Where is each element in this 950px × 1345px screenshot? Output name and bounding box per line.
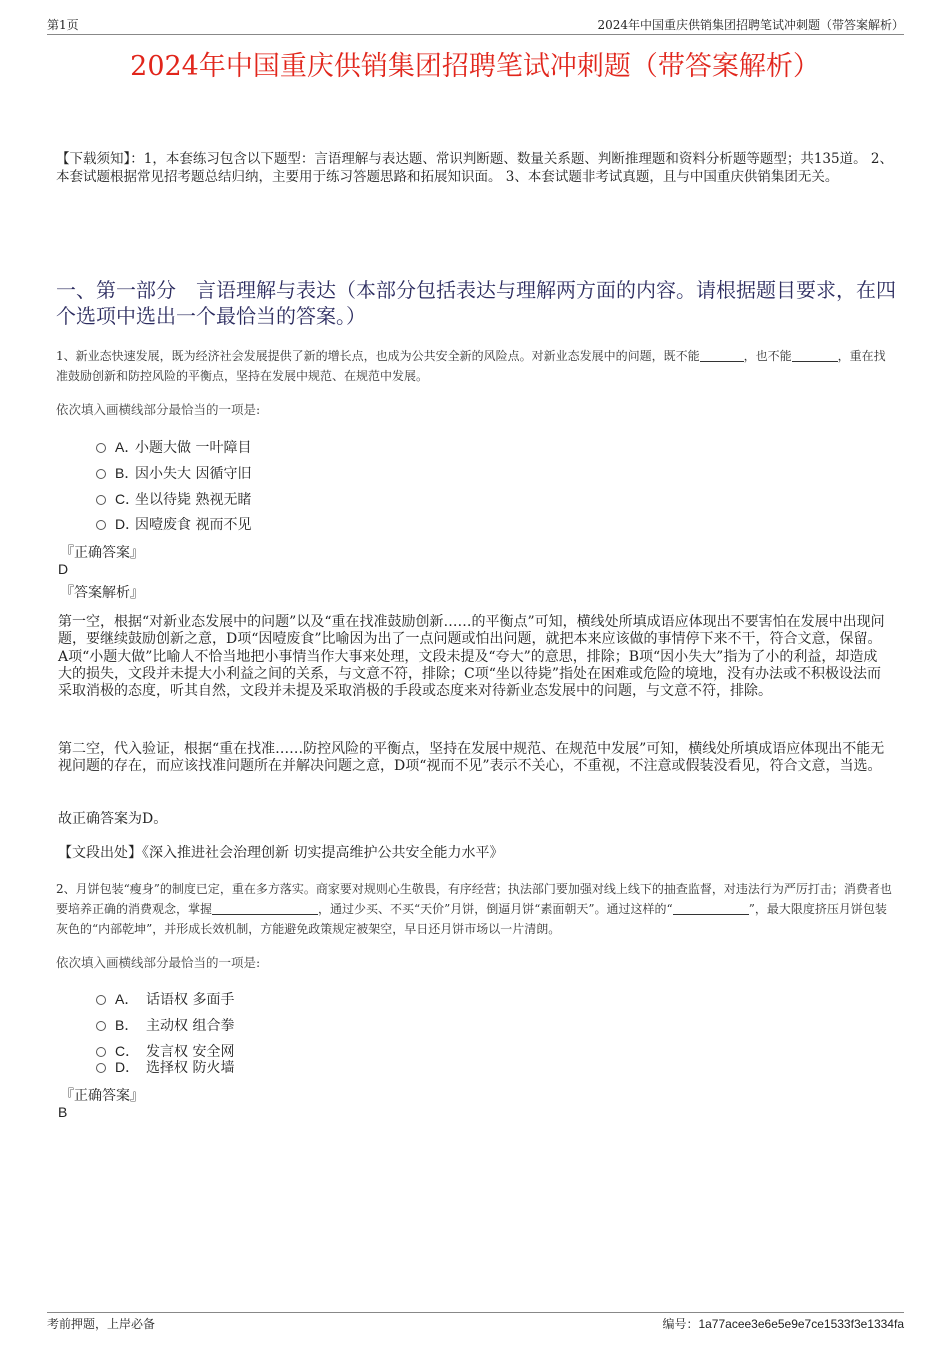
radio-button[interactable] (96, 1021, 106, 1031)
q1-analysis-paragraph-2: 第二空，代入验证，根据“重在找准……防控风险的平衡点，坚持在发展中规范、在规范中发展”可知，横线处所填成语应体现出不能无视问题的存在，而应该找准问题所在并解决问题之意，D项“视而不见”表示不关心，不重视，不注意或假装没看见，符合文意，当选。 (58, 741, 885, 775)
q2-option-b[interactable]: B． 主动权 组合拳 (96, 1015, 234, 1035)
download-notice: 【下载须知】：1，本套练习包含以下题型：言语理解与表达题、常识判断题、数量关系题、判断推理题和资料分析题等题型；共135道。 2、本套试题根据常见招考题总结归纳，主要用于练习答题思路和拓展知识面。 3、本套试题非考试真题，且与中国重庆供销集团无关。 (56, 151, 893, 185)
q1-option-b[interactable]: B．因小失大 因循守旧 (96, 463, 251, 483)
q1-option-a[interactable]: A．小题大做 一叶障目 (96, 437, 251, 457)
question-2-prompt: 依次填入画横线部分最恰当的一项是: (56, 955, 261, 970)
question-1-stem: 1、新业态快速发展，既为经济社会发展提供了新的增长点，也成为公共安全新的风险点。对新业态发展中的问题，既不能 ，也不能 ，重在找准鼓励创新和防控风险的平衡点，坚持在发展中规范、在规范中发展。 (56, 349, 886, 383)
question-2-stem: 2、月饼包装“瘦身”的制度已定，重在多方落实。商家要对规则心生敬畏，有序经营；执法部门要加强对线上线下的抽查监督，对违法行为严厉打击；消费者也要培养正确的消费观念，掌握 ，通过少买、不买“天价”月饼，倒逼月饼“素面朝天”。通过这样的“ ”，最大限度挤压月饼包装灰色的“内部乾坤”，并形成长效机制，方能避免政策规定被架空，早日还月饼市场以一片清朗。 (56, 882, 892, 936)
q1-answer-label: 『正确答案』 (60, 545, 144, 561)
q1-option-c[interactable]: C．坐以待毙 熟视无睹 (96, 489, 251, 509)
q1-conclusion: 故正确答案为D。 (58, 811, 168, 827)
fill-blank (792, 349, 838, 362)
footer-code: 编号：1a77acee3e6e5e9e7ce1533f3e1334fa (662, 1317, 904, 1331)
page-number: 第1页 (47, 18, 79, 32)
radio-button[interactable] (96, 520, 106, 530)
fill-blank (673, 902, 749, 915)
section-heading: 一、第一部分 言语理解与表达（本部分包括表达与理解两方面的内容。请根据题目要求，在四个选项中选出一个最恰当的答案。） (56, 278, 896, 328)
radio-button[interactable] (96, 443, 106, 453)
q2-answer-label: 『正确答案』 (60, 1088, 144, 1104)
header-doc-title: 2024年中国重庆供销集团招聘笔试冲刺题（带答案解析） (597, 18, 904, 32)
q2-option-d[interactable]: D． 选择权 防火墙 (96, 1057, 234, 1077)
q1-analysis-label: 『答案解析』 (60, 585, 144, 601)
radio-button[interactable] (96, 1063, 106, 1073)
document-title: 2024年中国重庆供销集团招聘笔试冲刺题（带答案解析） (130, 51, 820, 82)
page-header (47, 14, 904, 35)
radio-button[interactable] (96, 495, 106, 505)
q1-source: 【文段出处】《深入推进社会治理创新 切实提高维护公共安全能力水平》 (58, 845, 504, 861)
fill-blank (212, 902, 318, 915)
radio-button[interactable] (96, 469, 106, 479)
q2-option-c[interactable]: C． 发言权 安全网 (96, 1041, 234, 1061)
q1-answer: D (58, 561, 69, 577)
radio-button[interactable] (96, 995, 106, 1005)
q2-option-a[interactable]: A． 话语权 多面手 (96, 989, 234, 1009)
radio-button[interactable] (96, 1047, 106, 1057)
page-footer (47, 1312, 904, 1331)
fill-blank (700, 349, 744, 362)
q2-answer: B (58, 1104, 68, 1120)
footer-slogan: 考前押题，上岸必备 (47, 1317, 156, 1331)
q1-analysis-paragraph-1: 第一空，根据“对新业态发展中的问题”以及“重在找准鼓励创新……的平衡点”可知，横线处所填成语应体现出不要害怕在发展中出现问题，要继续鼓励创新之意，D项“因噎废食”比喻因为出了一点问题或怕出问题，就把本来应该做的事情停下来不干，符合文意，保留。A项“小题大做”比喻人不恰当地把小事情当作大事来处理，文段未提及“夸大”的意思，排除；B项“因小失大”指为了小的利益，却造成大的损失，文段并未提大小利益之间的关系，与文意不符，排除；C项“坐以待毙”指处在困难或危险的境地，没有办法或不积极设法而采取消极的态度，听其自然，文段并未提及采取消极的手段或态度来对待新业态发展中的问题，与文意不符，排除。 (58, 614, 885, 700)
q1-option-d[interactable]: D．因噎废食 视而不见 (96, 514, 251, 534)
question-1-prompt: 依次填入画横线部分最恰当的一项是: (56, 402, 261, 417)
